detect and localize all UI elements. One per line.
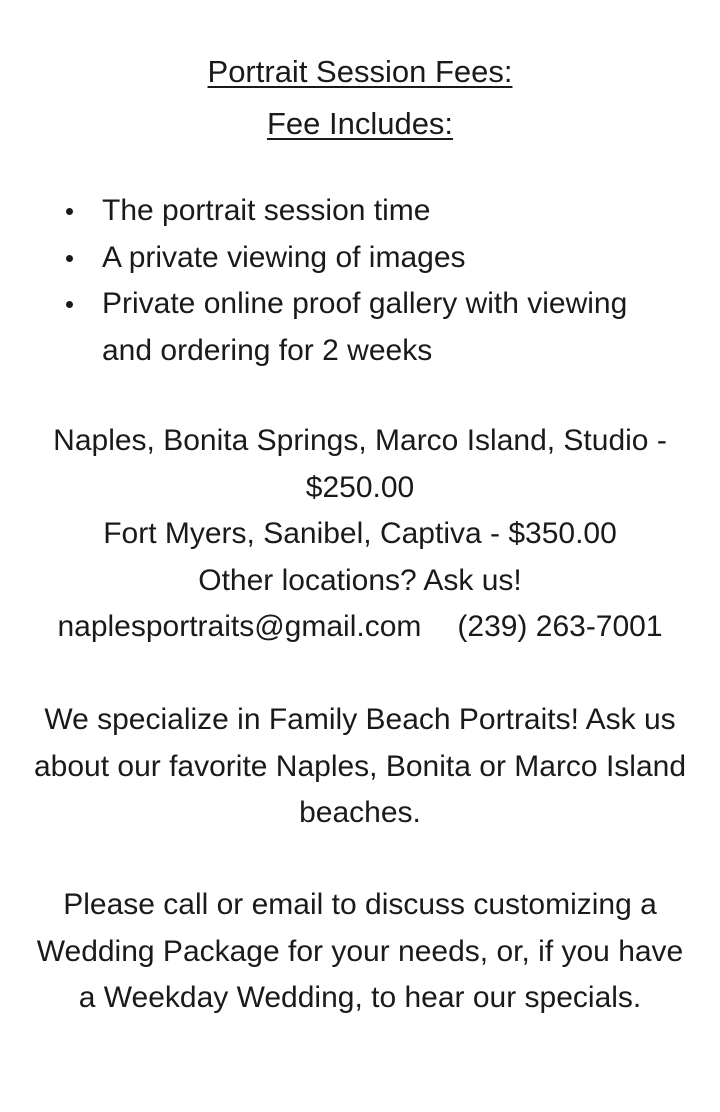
list-item-text: Private online proof gallery with viewing and ordering for 2 weeks bbox=[102, 287, 628, 367]
bullet-icon bbox=[66, 255, 73, 262]
list-item bbox=[0, 188, 662, 235]
section-heading-text: Fee Includes: bbox=[266, 106, 454, 141]
list-item bbox=[0, 235, 662, 282]
list-item-text: A private viewing of images bbox=[102, 240, 466, 274]
list-item-text: The portrait session time bbox=[102, 194, 431, 227]
fee-includes-list bbox=[0, 188, 720, 374]
price-naples-amount: $250.00 bbox=[305, 470, 415, 504]
price-naples-line: Naples, Bonita Springs, Marco Island, Studio - bbox=[53, 424, 667, 457]
list-item bbox=[0, 281, 662, 374]
page-title bbox=[0, 54, 720, 90]
beach-portraits-text: We specialize in Family Beach Portraits! Ask us about our favorite Naples, Bonita or Marco Island beaches. bbox=[33, 703, 687, 829]
page-title-text: Portrait Session Fees: bbox=[207, 54, 513, 89]
section-heading-fee-includes bbox=[0, 106, 720, 142]
wedding-package-text: Please call or email to discuss customizing a Wedding Package for your needs, or, if you have a Weekday Wedding, to hear our specials. bbox=[36, 888, 684, 1014]
email-link[interactable]: naplesportraits@gmail.com bbox=[57, 610, 422, 643]
price-fort-myers: Fort Myers, Sanibel, Captiva - $350.00 bbox=[103, 517, 617, 550]
bullet-icon bbox=[66, 208, 73, 215]
beach-portraits-paragraph bbox=[0, 697, 720, 837]
phone-number[interactable]: (239) 263-7001 bbox=[457, 610, 663, 643]
pricing-block bbox=[0, 418, 720, 651]
wedding-package-paragraph bbox=[0, 882, 720, 1022]
bullet-icon bbox=[66, 301, 73, 308]
contact-line bbox=[0, 604, 720, 651]
other-locations-text: Other locations? Ask us! bbox=[198, 563, 522, 597]
